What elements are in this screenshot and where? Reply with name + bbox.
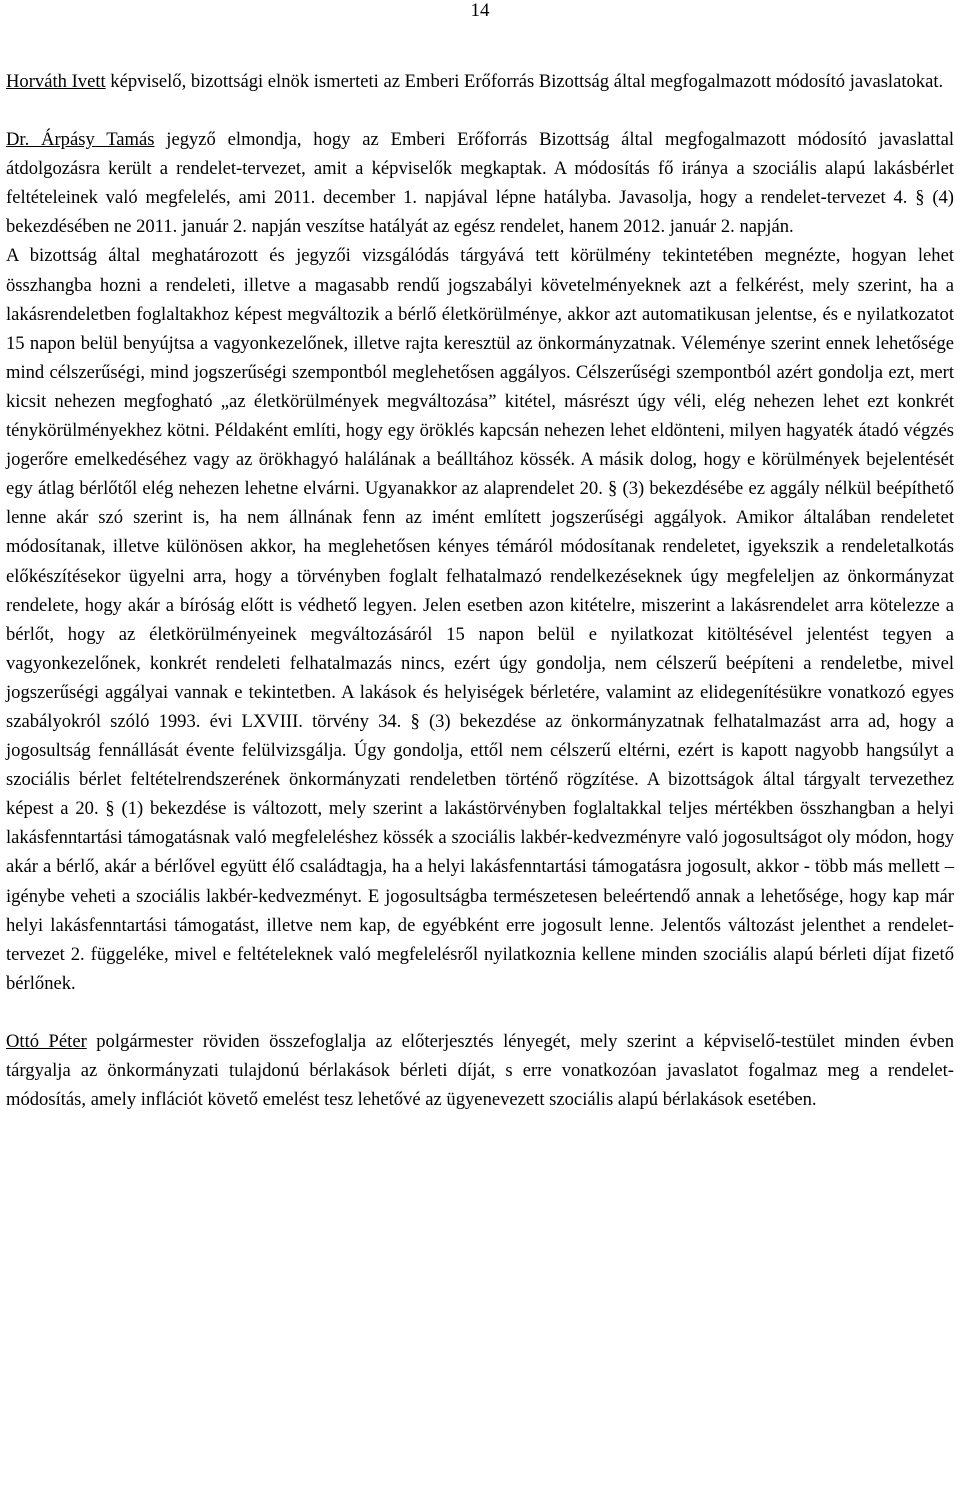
speaker-name: Horváth Ivett xyxy=(6,71,106,92)
paragraph-arpasy xyxy=(6,125,954,241)
paragraph-text: jegyző elmondja, hogy az Emberi Erőforrás Bizottság által megfogalmazott módosító javaslattal átdolgozásra került a rendelet-tervezet, amit a képviselők megkaptak. A módosítás fő iránya a szociális alapú lakásbérlet feltételeinek való megfelelés, ami 2011. december 1. napjával lépne hatályba. Javasolja, hogy a rendelet-tervezet 4. § (4) bekezdésében ne 2011. január 2. napján veszítse hatályát az egész rendelet, hanem 2012. január 2. napján. xyxy=(6,129,954,238)
paragraph-text: képviselő, bizottsági elnök ismerteti az Emberi Erőforrás Bizottság által megfogalmazott módosító javaslatokat. xyxy=(105,71,944,92)
paragraph-otto xyxy=(6,1027,954,1114)
paragraph-text: A bizottság által meghatározott és jegyzői vizsgálódás tárgyává tett körülmény tekintetében megnézte, hogyan lehet összhangba hozni a rendeleti, illetve a magasabb rendű jogszabályi követelményeknek azt a felkérést, mely szerint, ha a lakásrendeletben foglaltakhoz képest megváltozik a bérlő életkörülménye, akkor azt automatikusan jelentse, és e nyilatkozatot 15 napon belül benyújtsa a vagyonkezelőnek, illetve rajta keresztül az önkormányzatnak. Véleménye szerint ennek lehetősége mind célszerűségi, mind jogszerűségi szempontból meglehetősen aggályos. Célszerűségi szempontból azért gondolja ezt, mert kicsit nehezen megfogható „az életkörülmények megváltozása” kitétel, másrészt úgy véli, elég nehezen lehet ezt konkrét ténykörülményekhez kötni. Példaként említi, hogy egy öröklés kapcsán nehezen lehet eldönteni, milyen hagyaték átadó végzés jogerőre emelkedéséhez vagy az örökhagyó halálának a beálltához kössék. A másik dolog, hogy e körülmények bejelentését egy átlag bérlőtől elég nehezen lehetne elvárni. Ugyanakkor az alaprendelet 20. § (3) bekezdésébe ez aggály nélkül beépíthető lenne akár szó szerint is, ha nem állnának fenn az imént említett jogszerűségi aggályok. Amikor általában rendeletet módosítanak, illetve különösen akkor, ha meglehetősen kényes témáról módosítanak rendeletet, igyekszik a rendeletalkotás előkészítésekor ügyelni arra, hogy a törvényben foglalt felhatalmazó rendelkezéseknek úgy megfeleljen az önkormányzat rendelete, hogy akár a bíróság előtt is védhető legyen. Jelen esetben azon kitételre, miszerint a lakásrendelet arra kötelezze a bérlőt, hogy az életkörülményeinek megváltozásáról 15 napon belül e nyilatkozat kitöltésével jelentést tegyen a vagyonkezelőnek, konkrét rendeleti felhatalmazás nincs, ezért úgy gondolja, nem célszerű beépíteni a rendeletbe, mivel jogszerűségi aggályai vannak e tekintetben. A lakások és helyiségek bérletére, valamint az elidegenítésükre vonatkozó egyes szabályokról szóló 1993. évi LXVIII. törvény 34. § (3) bekezdése az önkormányzatnak felhatalmazást arra ad, hogy a jogosultság fennállását évente felülvizsgálja. Úgy gondolja, ettől nem célszerű eltérni, ezért is kapott nagyobb hangsúlyt a szociális bérlet feltételrendszerének önkormányzati rendeletben történő rögzítése. A bizottságok által tárgyalt tervezethez képest a 20. § (1) bekezdése is változott, mely szerint a lakástörvényben foglaltakkal teljes mértékben összhangban a helyi lakásfenntartási támogatásnak való megfeleléshez kössék a szociális lakbér-kedvezményre való jogosultságot oly módon, hogy akár a bérlő, akár a bérlővel együtt élő családtagja, ha a helyi lakásfenntartási támogatásra jogosult, akkor - több más mellett – igénybe veheti a szociális lakbér-kedvezményt. E jogosultságba természetesen beleértendő annak a lehetősége, hogy kap már helyi lakásfenntartási támogatást, illetve nem kap, de egyébként erre jogosult lenne. Jelentős változást jelenthet a rendelet-tervezet 2. függeléke, mivel e feltételeknek való megfelelésről nyilatkoznia kellene minden szociális alapú bérleti díjat fizető bérlőnek. xyxy=(6,245,954,994)
paragraph-horvath xyxy=(6,67,954,96)
document-body xyxy=(6,67,954,1114)
speaker-name: Dr. Árpásy Tamás xyxy=(6,129,155,151)
paragraph-committee xyxy=(6,241,954,997)
paragraph-text: polgármester röviden összefoglalja az előterjesztés lényegét, mely szerint a képviselő-testület minden évben tárgyalja az önkormányzati tulajdonú bérlakások bérleti díját, s erre vonatkozóan javaslatot fogalmaz meg a rendelet-módosítás, amely inflációt követő emelést tesz lehetővé az ügyenevezett szociális alapú bérlakások esetében. xyxy=(6,1030,954,1111)
speaker-name: Ottó Péter xyxy=(6,1030,87,1052)
page-number: 14 xyxy=(470,0,490,21)
